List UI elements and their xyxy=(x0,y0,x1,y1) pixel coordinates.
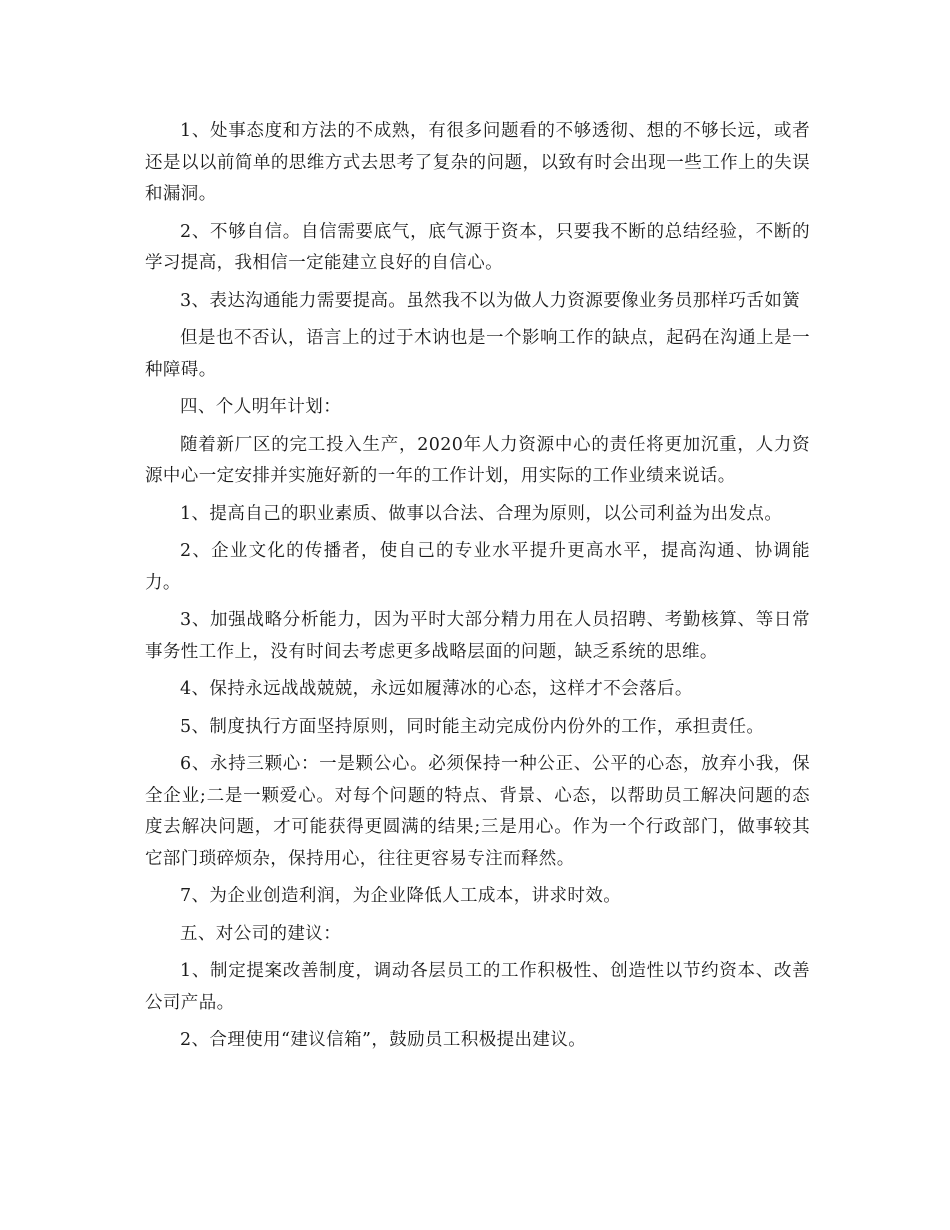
section-heading-next-year-plan: 四、个人明年计划： xyxy=(180,397,342,417)
paragraph-plan-5: 5、制度执行方面坚持原则，同时能主动完成份内份外的工作，承担责任。 xyxy=(180,716,765,737)
paragraph-plan-7: 7、为企业创造利润，为企业降低人工成本，讲求时效。 xyxy=(180,886,622,906)
paragraph-weakness-2: 2、不够自信。自信需要底气，底气源于资本，只要我不断的总结经验，不断的学习提高，我相信一定能建立良好的自信心。 xyxy=(145,221,810,273)
paragraph-plan-intro: 随着新厂区的完工投入生产，2020年人力资源中心的责任将更加沉重，人力资源中心一定安排并实施好新的一年的工作计划，用实际的工作业绩来说话。 xyxy=(145,434,810,486)
section-heading-company-suggestions: 五、对公司的建议： xyxy=(180,923,342,944)
paragraph-weakness-3: 3、表达沟通能力需要提高。虽然我不以为做人力资源要像业务员那样巧舌如簧 xyxy=(180,290,801,311)
paragraph-suggestion-2: 2、合理使用“建议信箱”，鼓励员工积极提出建议。 xyxy=(180,1030,587,1050)
paragraph-suggestion-1: 1、制定提案改善制度，调动各层员工的工作积极性、创造性以节约资本、改善公司产品。 xyxy=(145,961,810,1013)
paragraph-weakness-3-continued: 但是也不否认，语言上的过于木讷也是一个影响工作的缺点，起码在沟通上是一种障碍。 xyxy=(145,328,810,380)
paragraph-weakness-1: 1、处事态度和方法的不成熟，有很多问题看的不够透彻、想的不够长远，或者还是以以前简单的思维方式去思考了复杂的问题，以致有时会出现一些工作上的失误和漏洞。 xyxy=(145,121,810,204)
document-body xyxy=(145,116,810,1063)
paragraph-plan-4: 4、保持永远战战兢兢，永远如履薄冰的心态，这样才不会落后。 xyxy=(180,679,693,699)
paragraph-plan-6: 6、永持三颗心：一是颗公心。必须保持一种公正、公平的心态，放弃小我，保全企业;二是一颗爱心。对每个问题的特点、背景、心态，以帮助员工解决问题的态度去解决问题，才可能获得更圆满的结果;三是用心。作为一个行政部门，做事较其它部门琐碎烦杂，保持用心，往往更容易专注而释然。 xyxy=(145,754,810,869)
paragraph-plan-3: 3、加强战略分析能力，因为平时大部分精力用在人员招聘、考勤核算、等日常事务性工作上，没有时间去考虑更多战略层面的问题，缺乏系统的思维。 xyxy=(145,610,810,662)
paragraph-plan-1: 1、提高自己的职业素质、做事以合法、合理为原则，以公司利益为出发点。 xyxy=(180,503,783,524)
paragraph-plan-2: 2、企业文化的传播者，使自己的专业水平提升更高水平，提高沟通、协调能力。 xyxy=(145,541,810,593)
